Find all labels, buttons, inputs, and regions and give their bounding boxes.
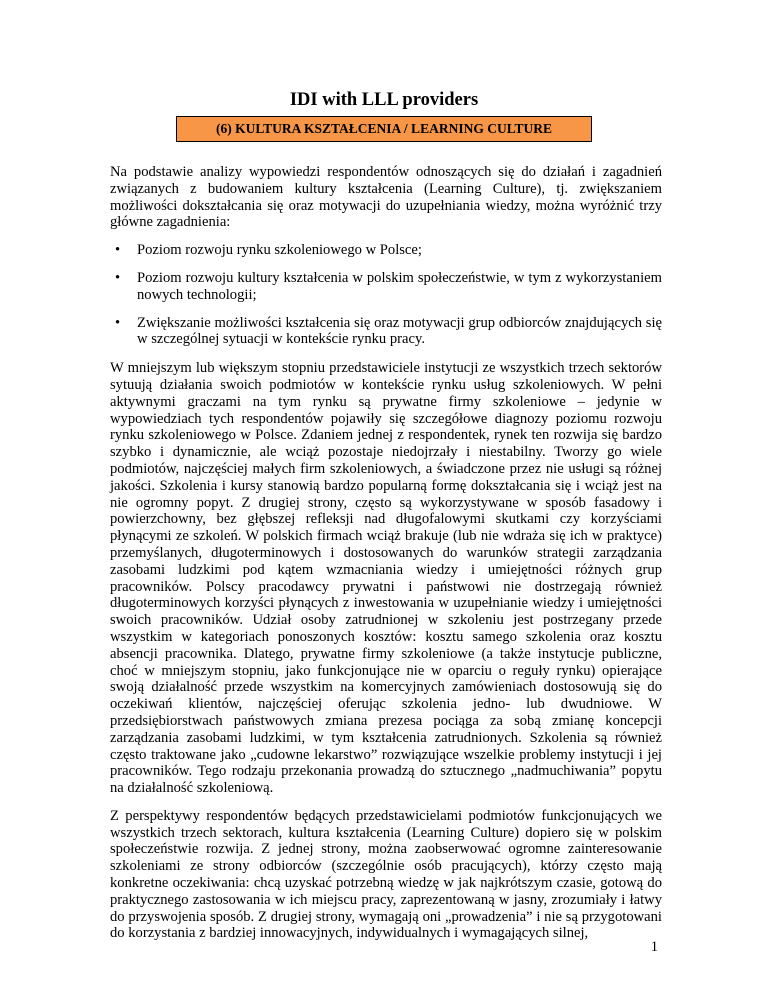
body-paragraph-1: W mniejszym lub większym stopniu przedstawiciele instytucji ze wszystkich trzech sektorów sytuują działania swoich podmiotów w kontekście rynku usług szkoleniowych. W pełni aktywnymi graczami na tym rynku są prywatne firmy szkoleniowe – jedynie w wypowiedziach tych respondentów pojawiły się szczegółowe diagnozy poziomu rozwoju rynku szkoleniowego w Polsce. Zdaniem jednej z respondentek, rynek ten rozwija się bardzo szybko i dynamicznie, ale wciąż pozostaje niedojrzały i niestabilny. Tworzy go wiele podmiotów, najczęściej małych firm szkoleniowych, a świadczone przez nie usługi są różnej jakości. Szkolenia i kursy stanowią bardzo popularną formę dokształcania się i wciąż jest na nie ogromny popyt. Z drugiej strony, często są wykorzystywane w sposób fasadowy i powierzchowny, bez głębszej refleksji nad długofalowymi skutkami czy korzyściami płynącymi ze szkoleń. W polskich firmach wciąż brakuje (lub nie wdraża się ich w praktyce) przemyślanych, długoterminowych i dostosowanych do warunków strategii zarządzania zasobami ludzkimi pod kątem wzmacniania wiedzy i umiejętności różnych grup pracowników. Polscy pracodawcy prywatni i państwowi nie dostrzegają również długoterminowych korzyści płynących z inwestowania w uzupełnianie wiedzy i umiejętności swoich pracowników. Udział osoby zatrudnionej w szkoleniu jest postrzegany przede wszystkim w kategoriach ponoszonych kosztów: kosztu samego szkolenia oraz kosztu absencji pracownika. Dlatego, prywatne firmy szkoleniowe (a także instytucje publiczne, choć w mniejszym stopniu, jako funkcjonujące nie w oparciu o reguły rynku) opierające swoją działalność przede wszystkim na komercyjnych zamówieniach dostosowują się do oczekiwań klientów, najczęściej oferując szkolenia jedno- lub dwudniowe. W przedsiębiorstwach państwowych zmiana prezesa pociąga za sobą zmianę koncepcji zarządzania zasobami ludzkimi, w tym kształcenia zatrudnionych. Szkolenia są również często traktowane jako „cudowne lekarstwo” rozwiązujące wszelkie problemy instytucji i jej pracowników. Tego rodzaju przekonania prowadzą do sztucznego „nadmuchiwania” popytu na działalność szkoleniową. <box>110 360 662 797</box>
list-item: • Poziom rozwoju kultury kształcenia w polskim społeczeństwie, w tym z wykorzystaniem nowych technologii; <box>115 269 662 303</box>
bullet-icon: • <box>115 314 121 331</box>
document-body <box>110 164 662 953</box>
body-paragraph-2: Z perspektywy respondentów będących przedstawicielami podmiotów funkcjonujących we wszystkich trzech sektorach, kultura kształcenia (Learning Culture) dopiero się w polskim społeczeństwie rozwija. Z jednej strony, można zaobserwować ogromne zainteresowanie szkoleniami ze strony odbiorców (szczególnie osób pracujących), którzy często mają konkretne oczekiwania: chcą uzyskać potrzebną wiedzę w jak najkrótszym czasie, gotową do praktycznego zastosowania w ich miejscu pracy, zaprezentowaną w jasny, zrozumiały i łatwy do przyswojenia sposób. Z drugiej strony, wymagają oni „prowadzenia” i nie są przygotowani do korzystania z bardziej innowacyjnych, indywidualnych i wymagających silnej, <box>110 807 662 942</box>
page-number: 1 <box>650 939 658 955</box>
document-title: IDI with LLL providers <box>289 90 479 110</box>
bullet-icon: • <box>115 269 121 286</box>
bullet-icon: • <box>115 242 121 259</box>
intro-paragraph: Na podstawie analizy wypowiedzi respondentów odnoszących się do działań i zagadnień związanych z budowaniem kultury kształcenia (Learning Culture), tj. zwiększaniem możliwości dokształcania się oraz motywacji do uzupełniania wiedzy, można wyróżnić trzy główne zagadnienia: <box>110 164 662 231</box>
section-heading: (6) KULTURA KSZTAŁCENIA / LEARNING CULTURE <box>176 116 592 142</box>
bullet-list <box>110 242 662 348</box>
list-item: • Zwiększanie możliwości kształcenia się oraz motywacji grup odbiorców znajdujących się w szczególnej sytuacji w kontekście rynku pracy. <box>115 314 662 348</box>
list-item: • Poziom rozwoju rynku szkoleniowego w Polsce; <box>115 242 422 259</box>
